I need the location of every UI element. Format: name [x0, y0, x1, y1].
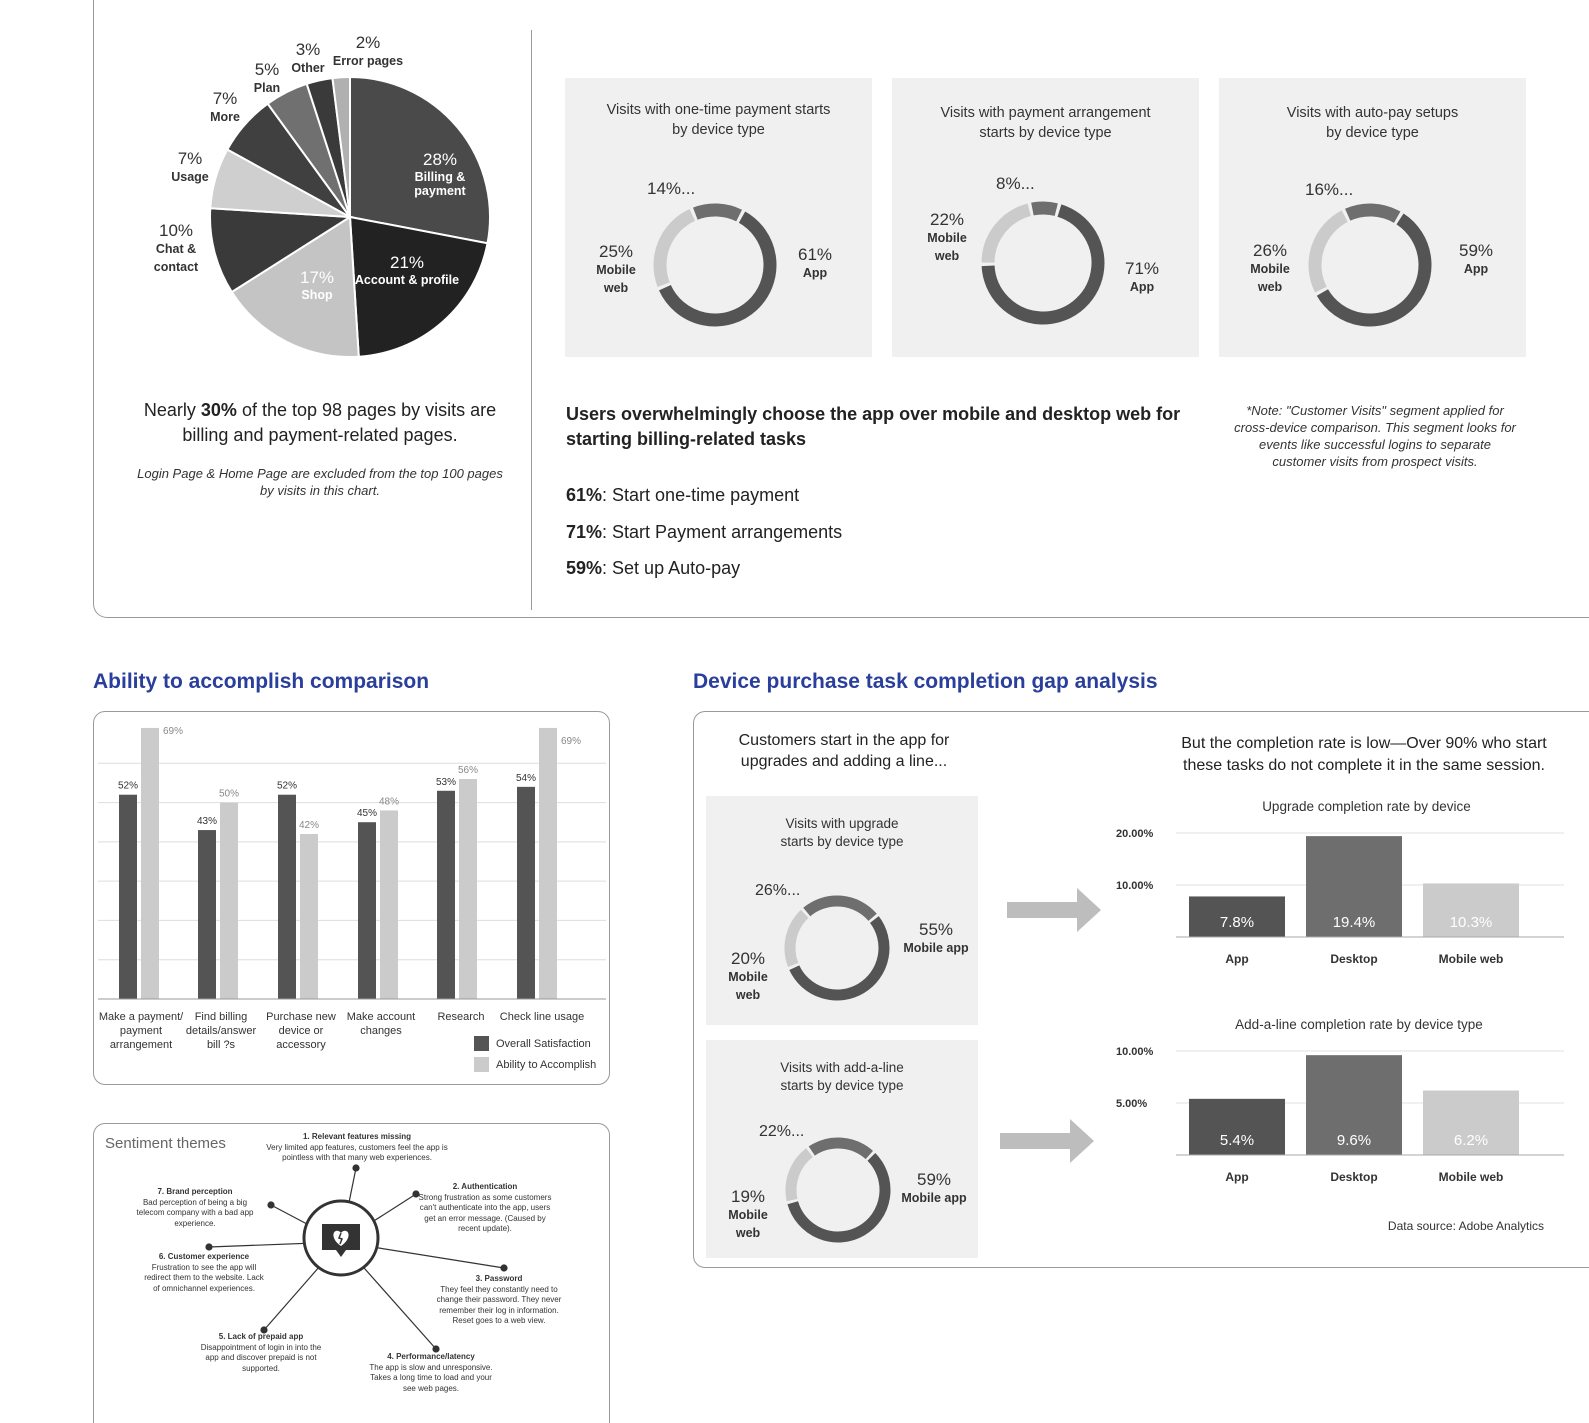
upgrade-chart-title: Upgrade completion rate by device — [1262, 799, 1471, 814]
segment-footnote: *Note: "Customer Visits" segment applied for cross-device comparison. This segment looks for events like successful logins to separate customer visits from prospect visits. — [1234, 403, 1516, 469]
stat-payment-arrangements: 71%: Start Payment arrangements — [566, 522, 843, 542]
pie-label-shop: 17% Shop — [299, 268, 335, 302]
bar-overall-0 — [119, 795, 137, 999]
donut-app-label: 55% Mobile app — [903, 920, 969, 955]
card-title: Visits with one-time payment starts by device type — [606, 102, 831, 138]
bar-value-label: 54% — [515, 772, 537, 784]
bar-ability-1 — [220, 803, 238, 999]
sentiment-item-3: 3. Password They feel they constantly need to change their password. They never remember their log in information. Reset goes to a web view. — [436, 1274, 562, 1325]
billing-headline: Users overwhelmingly choose the app over mobile and desktop web for starting billing-related tasks — [566, 404, 1181, 449]
bar-value-label: 52% — [117, 780, 139, 792]
ability-cat-label-5: Check line usage — [499, 1011, 585, 1023]
card-title: Visits with auto-pay setups by device type — [1286, 105, 1459, 141]
bar-value-label: 48% — [378, 796, 400, 808]
sentiment-item-7: 7. Brand perception Bad perception of being a big telecom company with a bad app experience. — [136, 1187, 254, 1228]
pie-label-more: 7% More — [210, 89, 240, 124]
donut-chart — [652, 202, 778, 328]
card-title: Visits with add-a-line starts by device type — [780, 1060, 904, 1093]
donut-other-label: 8%... — [996, 174, 1035, 193]
pie-label-billing: 28% Billing & payment — [414, 150, 466, 198]
arrow-right-icon — [1000, 1119, 1096, 1167]
donut-other-label: 22%... — [759, 1123, 805, 1140]
donut-chart — [980, 200, 1106, 326]
donut-segment-mobile-web — [790, 914, 805, 965]
ability-cat-label-4: Research — [437, 1011, 485, 1023]
donut-segment-mobile-web — [988, 210, 1029, 263]
bar-value-label: 6.2% — [1453, 1132, 1489, 1149]
donut-segment-app — [794, 920, 884, 995]
donut-segment-mobile-web — [1315, 216, 1345, 289]
y-tick-label: 20.00% — [1116, 828, 1154, 840]
ability-chart-box — [93, 711, 610, 1085]
pie-note: Login Page & Home Page are excluded from the top 100 pages by visits in this chart. — [137, 466, 503, 498]
pie-label-chat: 10% Chat & contact — [153, 221, 199, 274]
donut-app-label: 59% App — [1458, 241, 1494, 276]
upgrade-device-card — [706, 796, 978, 1025]
stat-one-time-payment: 61%: Start one-time payment — [566, 485, 800, 505]
bar-value-label: 52% — [276, 780, 298, 792]
bar-ability-2 — [300, 834, 318, 999]
device-card-payment-arrangement — [892, 78, 1199, 357]
gap-left-heading: Customers start in the app for upgrades and adding a line... — [738, 732, 950, 770]
donut-mobile-label: 19% Mobile web — [728, 1187, 768, 1240]
y-tick-label: 10.00% — [1116, 1046, 1154, 1058]
card-title: Visits with payment arrangement starts by device type — [940, 105, 1151, 141]
y-tick-label: 5.00% — [1116, 1098, 1148, 1110]
donut-chart — [782, 893, 892, 1003]
donut-segment-other — [807, 901, 873, 917]
sentiment-box — [93, 1123, 610, 1423]
bar-overall-1 — [198, 830, 216, 999]
bar-value-label: 5.4% — [1219, 1132, 1255, 1149]
bar-overall-4 — [437, 791, 455, 999]
donut-other-label: 14%... — [647, 179, 696, 198]
x-category-label: Desktop — [1330, 1170, 1378, 1184]
bar-ability-3 — [380, 810, 398, 999]
bar-ability-4 — [459, 779, 477, 999]
bar-value-label: 50% — [218, 788, 240, 800]
donut-segment-other — [812, 1143, 870, 1155]
ability-cat-label-1: Find billing details/answer bill ?s — [185, 1011, 257, 1051]
bar-value-label: 69% — [560, 735, 582, 747]
card-title: Visits with upgrade starts by device type — [780, 816, 904, 849]
gap-section-title: Device purchase task completion gap analysis — [693, 670, 1158, 693]
donut-segment-other — [1032, 208, 1056, 210]
x-category-label: Mobile web — [1438, 952, 1504, 966]
pie-label-usage: 7% Usage — [171, 149, 209, 184]
donut-app-label: 71% App — [1124, 259, 1160, 294]
bar-value-label: 7.8% — [1219, 914, 1255, 931]
pages-pie-chart — [150, 30, 510, 370]
donut-other-label: 26%... — [755, 882, 801, 899]
pie-summary: Nearly 30% of the top 98 pages by visits are billing and payment-related pages. — [143, 400, 497, 445]
legend-ability-label: Ability to Accomplish — [496, 1059, 597, 1071]
donut-chart — [1307, 202, 1433, 328]
bar-ability-0 — [141, 728, 159, 999]
bar-overall-2 — [278, 795, 296, 999]
donut-other-label: 16%... — [1305, 180, 1354, 199]
x-category-label: Desktop — [1330, 952, 1378, 966]
donut-segment-mobile-web — [791, 1153, 809, 1200]
legend-overall-label: Overall Satisfaction — [496, 1038, 591, 1050]
legend-swatch-overall — [474, 1036, 489, 1051]
pie-label-other: 3% Other — [291, 40, 325, 75]
bar-value-label: 9.6% — [1336, 1132, 1372, 1149]
sentiment-item-6: 6. Customer experience Frustration to see the app will redirect them to the website. Lack of omnichannel experiences. — [144, 1252, 264, 1293]
sentiment-item-1: 1. Relevant features missing Very limited app features, customers feel the app is pointless with that many web experiences. — [266, 1132, 448, 1162]
arrow-right-icon — [1007, 888, 1103, 936]
bar-overall-3 — [358, 822, 376, 999]
bar-overall-5 — [517, 787, 535, 999]
gap-right-heading: But the completion rate is low—Over 90% who start these tasks do not complete it in the same session. — [1181, 735, 1547, 774]
bar-ability-5 — [539, 728, 557, 999]
addline-chart-title: Add-a-line completion rate by device type — [1235, 1017, 1483, 1032]
bar-value-label: 43% — [196, 816, 218, 828]
sentiment-item-5: 5. Lack of prepaid app Disappointment of login in into the app and discover prepaid is not supported. — [200, 1332, 322, 1373]
device-card-one-time-payment — [565, 78, 872, 357]
bar-value-label: 56% — [457, 765, 479, 776]
bar-value-label: 42% — [298, 820, 320, 831]
broken-heart-icon — [320, 1222, 362, 1262]
pie-label-account: 21% Account & profile — [354, 253, 460, 287]
donut-chart — [783, 1135, 893, 1245]
donut-mobile-label: 26% Mobile web — [1250, 241, 1290, 294]
donut-app-label: 61% App — [797, 245, 833, 280]
donut-app-label: 59% Mobile app — [901, 1170, 967, 1205]
sentiment-item-2: 2. Authentication Strong frustration as some customers can't authenticate into the app, users get an error message. (Caused by recent update). — [418, 1182, 552, 1233]
x-category-label: App — [1225, 952, 1249, 966]
device-card-auto-pay — [1219, 78, 1526, 357]
addline-device-card — [706, 1040, 978, 1258]
donut-segment-app — [793, 1157, 885, 1237]
data-source-note: Data source: Adobe Analytics — [1387, 1219, 1544, 1233]
donut-mobile-label: 25% Mobile web — [596, 242, 636, 295]
panel-divider — [531, 30, 532, 610]
upgrade-bar-chart — [1114, 817, 1574, 997]
bar-value-label: 10.3% — [1449, 914, 1493, 931]
x-category-label: App — [1225, 1170, 1249, 1184]
bar-value-label: 19.4% — [1332, 914, 1376, 931]
gap-box — [693, 711, 1589, 1268]
donut-segment-other — [695, 210, 739, 216]
pie-label-plan: 5% Plan — [253, 60, 281, 95]
legend-swatch-ability — [474, 1057, 489, 1072]
donut-mobile-label: 22% Mobile web — [927, 210, 967, 263]
bar-value-label: 53% — [435, 776, 457, 788]
addline-bar-chart — [1114, 1035, 1574, 1215]
donut-segment-other — [1348, 210, 1398, 217]
x-category-label: Mobile web — [1438, 1170, 1504, 1184]
ability-section-title: Ability to accomplish comparison — [93, 670, 430, 693]
donut-segment-app — [1322, 219, 1425, 320]
sentiment-title: Sentiment themes — [105, 1135, 226, 1152]
bar-value-label: 69% — [162, 725, 184, 737]
pie-label-error: 2% Error pages — [332, 33, 404, 68]
donut-segment-app — [665, 217, 770, 320]
sentiment-item-4: 4. Performance/latency The app is slow and unresponsive. Takes a long time to load and your see web pages. — [369, 1352, 493, 1393]
donut-segment-mobile-web — [660, 215, 692, 285]
bar-value-label: 45% — [356, 808, 378, 820]
stat-auto-pay: 59%: Set up Auto-pay — [566, 558, 741, 578]
y-tick-label: 10.00% — [1116, 880, 1154, 892]
ability-cat-label-0: Make a payment/ payment arrangement — [98, 1011, 184, 1051]
ability-cat-label-2: Purchase new device or accessory — [266, 1011, 336, 1051]
donut-mobile-label: 20% Mobile web — [728, 949, 768, 1002]
ability-cat-label-3: Make account changes — [346, 1011, 416, 1037]
